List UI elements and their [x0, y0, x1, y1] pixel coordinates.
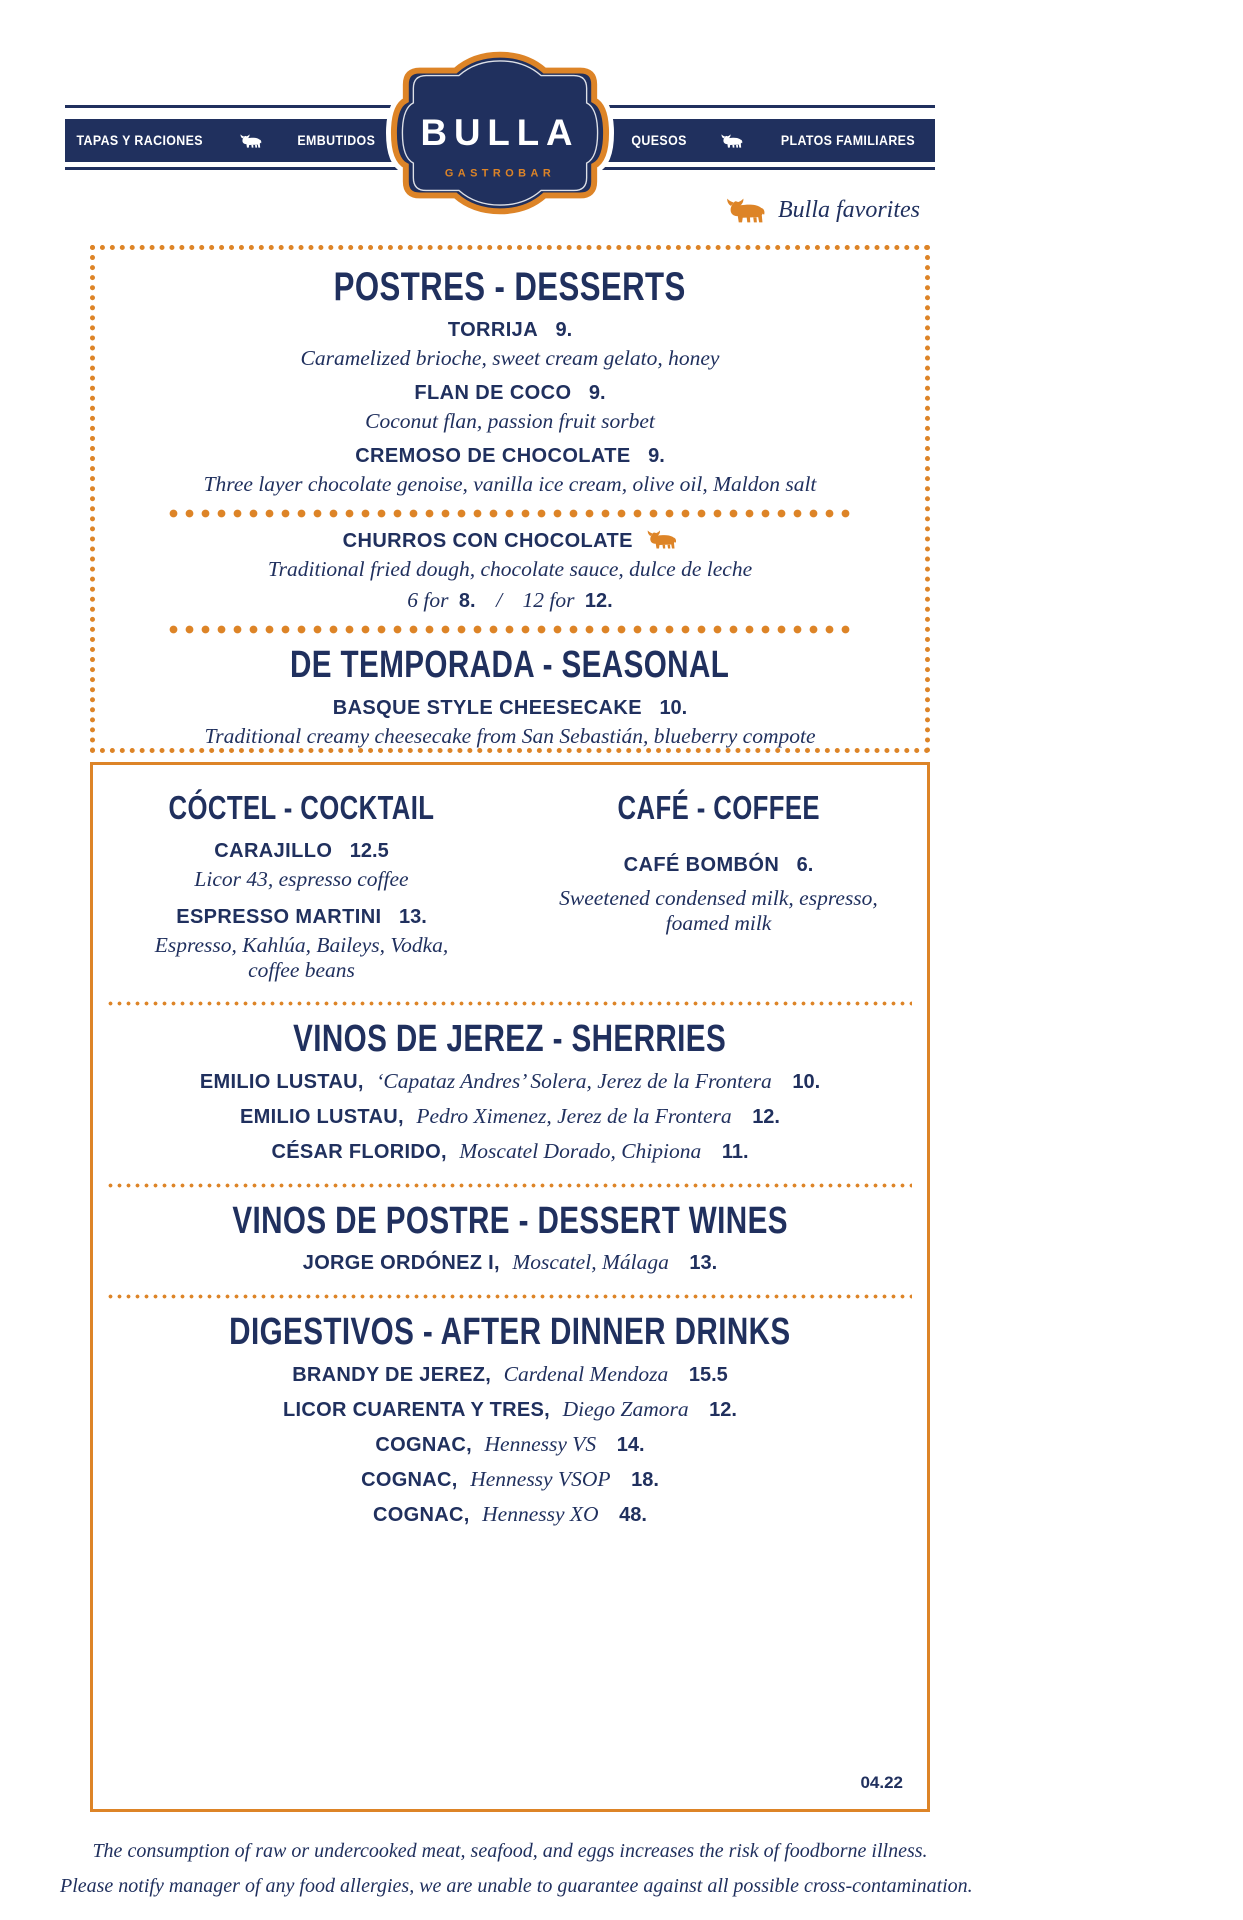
- section-title-text: CÓCTEL - COCKTAIL: [168, 789, 435, 826]
- item-name: CAFÉ BOMBÓN: [623, 853, 780, 876]
- menu-item-digestivo: [93, 1431, 927, 1458]
- menu-version: 04.22: [860, 1773, 903, 1792]
- bull-icon: [726, 198, 766, 223]
- bull-icon: [240, 134, 262, 148]
- price-separator: /: [496, 588, 503, 612]
- item-name: CÉSAR FLORIDO,: [271, 1140, 447, 1163]
- section-title-text: VINOS DE JEREZ - SHERRIES: [293, 1017, 727, 1060]
- dotted-divider: [169, 625, 851, 634]
- item-name: ESPRESSO MARTINI: [176, 905, 382, 928]
- dotted-divider: [108, 1001, 912, 1006]
- disclaimer-line-1: The consumption of raw or undercooked meat, seafood, and eggs increases the risk of foodborne illness.: [92, 1840, 928, 1862]
- qty-label: 12 for: [522, 588, 575, 612]
- item-price: 13.: [398, 905, 427, 928]
- item-description: Moscatel Dorado, Chipiona: [459, 1138, 702, 1163]
- item-description: Hennessy XO: [482, 1502, 599, 1527]
- item-name: COGNAC,: [361, 1469, 458, 1492]
- item-price: 14.: [616, 1434, 645, 1457]
- section-title-text: DE TEMPORADA - SEASONAL: [290, 644, 730, 686]
- item-name: BRANDY DE JEREZ,: [292, 1364, 492, 1387]
- bull-favorite-icon: [647, 530, 677, 549]
- favorites-label: Bulla favorites: [778, 197, 920, 223]
- footer-disclaimer: [60, 1834, 973, 1904]
- item-price: 12.: [584, 590, 613, 612]
- item-name: JORGE ORDÓNEZ I,: [302, 1252, 500, 1275]
- bulla-logo-badge: [386, 48, 614, 218]
- menu-item-digestivo: [93, 1466, 927, 1493]
- disclaimer-line-2: Please notify manager of any food allergies, we are unable to guarantee against all possible cross-contamination.: [60, 1875, 973, 1897]
- section-title-seasonal: [95, 646, 925, 686]
- menu-item-digestivo: [93, 1396, 927, 1423]
- item-name: EMILIO LUSTAU,: [199, 1070, 364, 1093]
- item-price: 12.: [752, 1105, 780, 1128]
- menu-item-basque-cheesecake: [95, 697, 925, 749]
- dotted-divider: [108, 1183, 912, 1188]
- item-description: ‘Capataz Andres’ Solera, Jerez de la Frontera: [376, 1068, 772, 1093]
- item-name: FLAN DE COCO: [414, 382, 572, 404]
- section-title-text: DIGESTIVOS - AFTER DINNER DRINKS: [229, 1311, 791, 1354]
- menu-item-cremoso: [95, 445, 925, 497]
- item-price: 11.: [721, 1140, 749, 1163]
- menu-item-dessert-wine: [93, 1249, 927, 1276]
- item-price: 8.: [458, 590, 476, 612]
- item-name: BASQUE STYLE CHEESECAKE: [332, 696, 642, 719]
- dotted-divider: [108, 1294, 912, 1299]
- nav-item-platos-familiares[interactable]: PLATOS FAMILIARES: [781, 133, 916, 148]
- item-description: Hennessy VS: [484, 1432, 597, 1457]
- item-description: Coconut flan, passion fruit sorbet: [365, 409, 655, 433]
- item-description: Sweetened condensed milk, espresso, foamed milk: [559, 885, 878, 935]
- menu-item-digestivo: [93, 1361, 927, 1388]
- nav-item-tapas-y-raciones[interactable]: TAPAS Y RACIONES: [76, 133, 203, 148]
- bull-icon: [721, 134, 743, 148]
- menu-item-carajillo: [93, 840, 510, 892]
- item-name: LICOR CUARENTA Y TRES,: [283, 1399, 551, 1422]
- item-price: 12.: [709, 1399, 737, 1422]
- item-price: 10.: [659, 696, 688, 719]
- qty-label: 6 for: [407, 588, 449, 612]
- item-description: Caramelized brioche, sweet cream gelato, honey: [300, 346, 720, 370]
- section-title-coffee: [510, 791, 927, 826]
- item-price: 6.: [796, 853, 814, 876]
- menu-item-cafe-bombon: [510, 854, 927, 936]
- nav-item-quesos[interactable]: QUESOS: [631, 133, 687, 148]
- item-name: TORRIJA: [447, 319, 539, 341]
- drinks-panel: [90, 762, 930, 1812]
- section-title-cocktail: [93, 791, 510, 826]
- item-name: COGNAC,: [373, 1504, 470, 1527]
- menu-item-espresso-martini: [93, 906, 510, 983]
- item-description: Moscatel, Málaga: [512, 1250, 669, 1275]
- nav-item-embutidos[interactable]: EMBUTIDOS: [297, 133, 376, 148]
- menu-item-torrija: [95, 319, 925, 371]
- item-price: 9.: [588, 382, 606, 404]
- item-price: 9.: [555, 319, 573, 341]
- logo-subtitle: GASTROBAR: [444, 167, 556, 180]
- section-title-text: POSTRES - DESSERTS: [333, 265, 687, 309]
- item-description: Traditional fried dough, chocolate sauce, dulce de leche: [267, 557, 753, 581]
- menu-item-sherry: [93, 1103, 927, 1130]
- coffee-column: [510, 791, 927, 983]
- cocktail-column: [93, 791, 510, 983]
- logo-title: BULLA: [420, 111, 580, 153]
- menu-item-flan-de-coco: [95, 382, 925, 434]
- menu-item-sherry: [93, 1068, 927, 1095]
- item-price: 15.5: [688, 1364, 728, 1387]
- item-description: Licor 43, espresso coffee: [194, 866, 409, 891]
- section-title-text: VINOS DE POSTRE - DESSERT WINES: [232, 1199, 788, 1242]
- item-name: EMILIO LUSTAU,: [239, 1105, 404, 1128]
- section-title-digestivos: [93, 1313, 927, 1353]
- item-description: Pedro Ximenez, Jerez de la Frontera: [416, 1103, 732, 1128]
- section-title-dessert-wines: [93, 1199, 927, 1242]
- item-description: Espresso, Kahlúa, Baileys, Vodka, coffee beans: [154, 932, 449, 982]
- section-title-desserts: [95, 266, 925, 308]
- cocktail-coffee-columns: [93, 791, 927, 983]
- section-title-sherries: [93, 1017, 927, 1060]
- item-description: Hennessy VSOP: [470, 1467, 611, 1492]
- item-price: 48.: [619, 1504, 647, 1527]
- item-name: COGNAC,: [375, 1434, 472, 1457]
- bulla-favorites-legend: [726, 197, 920, 224]
- item-description: Cardenal Mendoza: [503, 1362, 669, 1387]
- desserts-panel: [90, 245, 930, 753]
- item-name: CHURROS CON CHOCOLATE: [342, 530, 633, 552]
- item-price: 9.: [648, 445, 665, 467]
- dotted-divider: [169, 509, 851, 518]
- menu-item-churros: [95, 530, 925, 613]
- item-price: 13.: [689, 1252, 718, 1275]
- item-price: 12.5: [349, 839, 389, 862]
- menu-item-digestivo: [93, 1501, 927, 1528]
- item-name: CARAJILLO: [214, 839, 333, 862]
- item-description: Diego Zamora: [562, 1397, 689, 1422]
- item-description: Traditional creamy cheesecake from San Sebastián, blueberry compote: [204, 723, 816, 748]
- menu-item-sherry: [93, 1138, 927, 1165]
- item-description: Three layer chocolate genoise, vanilla ice cream, olive oil, Maldon salt: [203, 472, 817, 496]
- churros-pricing: [95, 588, 925, 613]
- section-title-text: CAFÉ - COFFEE: [617, 789, 820, 826]
- item-name: CREMOSO DE CHOCOLATE: [355, 445, 631, 467]
- item-price: 10.: [792, 1070, 821, 1093]
- item-price: 18.: [631, 1469, 659, 1492]
